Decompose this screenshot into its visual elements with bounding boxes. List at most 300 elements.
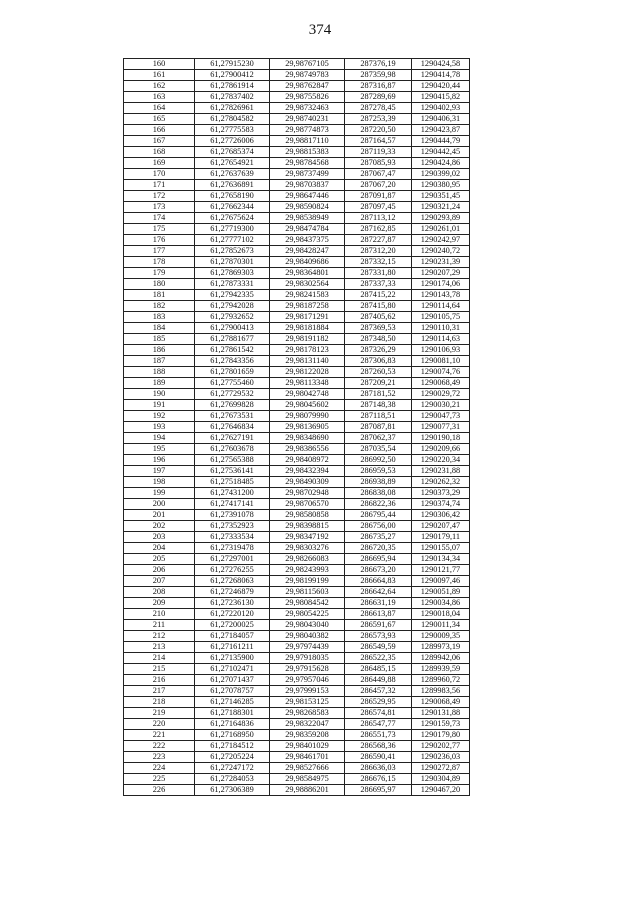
- latitude-cell: 61,27536141: [195, 466, 270, 477]
- y-coordinate-cell: 1290110,31: [412, 323, 470, 334]
- longitude-cell: 29,98115603: [270, 587, 345, 598]
- table-row: [124, 136, 470, 147]
- latitude-cell: 61,27071437: [195, 675, 270, 686]
- x-coordinate-cell: 287289,69: [345, 92, 412, 103]
- table-row: [124, 708, 470, 719]
- point-number-cell: 161: [124, 70, 195, 81]
- x-coordinate-cell: 287348,50: [345, 334, 412, 345]
- point-number-cell: 195: [124, 444, 195, 455]
- point-number-cell: 186: [124, 345, 195, 356]
- x-coordinate-cell: 286551,73: [345, 730, 412, 741]
- y-coordinate-cell: 1289942,06: [412, 653, 470, 664]
- point-number-cell: 196: [124, 455, 195, 466]
- table-row: [124, 499, 470, 510]
- latitude-cell: 61,27184512: [195, 741, 270, 752]
- latitude-cell: 61,27188301: [195, 708, 270, 719]
- latitude-cell: 61,27164836: [195, 719, 270, 730]
- latitude-cell: 61,27319478: [195, 543, 270, 554]
- latitude-cell: 61,27942028: [195, 301, 270, 312]
- y-coordinate-cell: 1290029,72: [412, 389, 470, 400]
- latitude-cell: 61,27297001: [195, 554, 270, 565]
- latitude-cell: 61,27146285: [195, 697, 270, 708]
- y-coordinate-cell: 1290106,93: [412, 345, 470, 356]
- x-coordinate-cell: 287332,15: [345, 257, 412, 268]
- longitude-cell: 29,97918035: [270, 653, 345, 664]
- longitude-cell: 29,98428247: [270, 246, 345, 257]
- table-row: [124, 400, 470, 411]
- y-coordinate-cell: 1290207,29: [412, 268, 470, 279]
- point-number-cell: 194: [124, 433, 195, 444]
- latitude-cell: 61,27306389: [195, 785, 270, 796]
- y-coordinate-cell: 1290081,10: [412, 356, 470, 367]
- y-coordinate-cell: 1290406,31: [412, 114, 470, 125]
- longitude-cell: 29,98181884: [270, 323, 345, 334]
- longitude-cell: 29,97999153: [270, 686, 345, 697]
- longitude-cell: 29,98538949: [270, 213, 345, 224]
- longitude-cell: 29,97957046: [270, 675, 345, 686]
- x-coordinate-cell: 286457,32: [345, 686, 412, 697]
- x-coordinate-cell: 287415,22: [345, 290, 412, 301]
- y-coordinate-cell: 1290018,04: [412, 609, 470, 620]
- point-number-cell: 180: [124, 279, 195, 290]
- latitude-cell: 61,27220120: [195, 609, 270, 620]
- table-row: [124, 180, 470, 191]
- table-row: [124, 169, 470, 180]
- y-coordinate-cell: 1290074,76: [412, 367, 470, 378]
- table-row: [124, 114, 470, 125]
- y-coordinate-cell: 1290009,35: [412, 631, 470, 642]
- x-coordinate-cell: 286992,50: [345, 455, 412, 466]
- y-coordinate-cell: 1290114,64: [412, 301, 470, 312]
- longitude-cell: 29,98703837: [270, 180, 345, 191]
- y-coordinate-cell: 1290034,86: [412, 598, 470, 609]
- longitude-cell: 29,98178123: [270, 345, 345, 356]
- longitude-cell: 29,98817110: [270, 136, 345, 147]
- point-number-cell: 198: [124, 477, 195, 488]
- point-number-cell: 215: [124, 664, 195, 675]
- x-coordinate-cell: 286642,64: [345, 587, 412, 598]
- table-row: [124, 697, 470, 708]
- point-number-cell: 199: [124, 488, 195, 499]
- longitude-cell: 29,98706570: [270, 499, 345, 510]
- x-coordinate-cell: 286631,19: [345, 598, 412, 609]
- point-number-cell: 203: [124, 532, 195, 543]
- table-row: [124, 433, 470, 444]
- longitude-cell: 29,98199199: [270, 576, 345, 587]
- table-row: [124, 521, 470, 532]
- x-coordinate-cell: 286522,35: [345, 653, 412, 664]
- latitude-cell: 61,27276255: [195, 565, 270, 576]
- table-row: [124, 488, 470, 499]
- point-number-cell: 210: [124, 609, 195, 620]
- latitude-cell: 61,27636891: [195, 180, 270, 191]
- x-coordinate-cell: 286613,87: [345, 609, 412, 620]
- x-coordinate-cell: 287369,53: [345, 323, 412, 334]
- y-coordinate-cell: 1290030,21: [412, 400, 470, 411]
- point-number-cell: 183: [124, 312, 195, 323]
- x-coordinate-cell: 287148,38: [345, 400, 412, 411]
- longitude-cell: 29,98302564: [270, 279, 345, 290]
- latitude-cell: 61,27826961: [195, 103, 270, 114]
- point-number-cell: 172: [124, 191, 195, 202]
- x-coordinate-cell: 287337,33: [345, 279, 412, 290]
- y-coordinate-cell: 1290077,31: [412, 422, 470, 433]
- y-coordinate-cell: 1290068,49: [412, 697, 470, 708]
- latitude-cell: 61,27184057: [195, 631, 270, 642]
- longitude-cell: 29,98303276: [270, 543, 345, 554]
- y-coordinate-cell: 1290179,80: [412, 730, 470, 741]
- y-coordinate-cell: 1290374,74: [412, 499, 470, 510]
- x-coordinate-cell: 286673,20: [345, 565, 412, 576]
- point-number-cell: 179: [124, 268, 195, 279]
- longitude-cell: 29,98364801: [270, 268, 345, 279]
- x-coordinate-cell: 286529,95: [345, 697, 412, 708]
- point-number-cell: 168: [124, 147, 195, 158]
- table-row: [124, 598, 470, 609]
- latitude-cell: 61,27200025: [195, 620, 270, 631]
- x-coordinate-cell: 287227,87: [345, 235, 412, 246]
- table-row: [124, 774, 470, 785]
- latitude-cell: 61,27646834: [195, 422, 270, 433]
- table-row: [124, 466, 470, 477]
- longitude-cell: 29,98732463: [270, 103, 345, 114]
- latitude-cell: 61,27900412: [195, 70, 270, 81]
- longitude-cell: 29,98784568: [270, 158, 345, 169]
- y-coordinate-cell: 1290231,39: [412, 257, 470, 268]
- y-coordinate-cell: 1290236,03: [412, 752, 470, 763]
- longitude-cell: 29,98054225: [270, 609, 345, 620]
- longitude-cell: 29,98187258: [270, 301, 345, 312]
- y-coordinate-cell: 1290467,20: [412, 785, 470, 796]
- latitude-cell: 61,27565388: [195, 455, 270, 466]
- point-number-cell: 184: [124, 323, 195, 334]
- y-coordinate-cell: 1290321,24: [412, 202, 470, 213]
- x-coordinate-cell: 287306,83: [345, 356, 412, 367]
- table-row: [124, 730, 470, 741]
- point-number-cell: 185: [124, 334, 195, 345]
- latitude-cell: 61,27662344: [195, 202, 270, 213]
- x-coordinate-cell: 287209,21: [345, 378, 412, 389]
- table-row: [124, 477, 470, 488]
- x-coordinate-cell: 286664,83: [345, 576, 412, 587]
- latitude-cell: 61,27699828: [195, 400, 270, 411]
- longitude-cell: 29,98461701: [270, 752, 345, 763]
- table-row: [124, 422, 470, 433]
- latitude-cell: 61,27654921: [195, 158, 270, 169]
- y-coordinate-cell: 1290179,11: [412, 532, 470, 543]
- latitude-cell: 61,27518485: [195, 477, 270, 488]
- x-coordinate-cell: 287097,45: [345, 202, 412, 213]
- longitude-cell: 29,98084542: [270, 598, 345, 609]
- point-number-cell: 189: [124, 378, 195, 389]
- x-coordinate-cell: 286568,36: [345, 741, 412, 752]
- table-row: [124, 543, 470, 554]
- longitude-cell: 29,98171291: [270, 312, 345, 323]
- x-coordinate-cell: 287067,20: [345, 180, 412, 191]
- point-number-cell: 162: [124, 81, 195, 92]
- latitude-cell: 61,27942335: [195, 290, 270, 301]
- point-number-cell: 192: [124, 411, 195, 422]
- latitude-cell: 61,27417141: [195, 499, 270, 510]
- point-number-cell: 182: [124, 301, 195, 312]
- x-coordinate-cell: 287119,33: [345, 147, 412, 158]
- point-number-cell: 165: [124, 114, 195, 125]
- x-coordinate-cell: 287113,12: [345, 213, 412, 224]
- point-number-cell: 206: [124, 565, 195, 576]
- table-row: [124, 664, 470, 675]
- table-row: [124, 576, 470, 587]
- latitude-cell: 61,27729532: [195, 389, 270, 400]
- x-coordinate-cell: 286549,59: [345, 642, 412, 653]
- longitude-cell: 29,98113348: [270, 378, 345, 389]
- longitude-cell: 29,98815383: [270, 147, 345, 158]
- latitude-cell: 61,27900413: [195, 323, 270, 334]
- latitude-cell: 61,27777102: [195, 235, 270, 246]
- longitude-cell: 29,98241583: [270, 290, 345, 301]
- y-coordinate-cell: 1290051,89: [412, 587, 470, 598]
- x-coordinate-cell: 286676,15: [345, 774, 412, 785]
- y-coordinate-cell: 1290399,02: [412, 169, 470, 180]
- x-coordinate-cell: 287278,45: [345, 103, 412, 114]
- x-coordinate-cell: 287162,85: [345, 224, 412, 235]
- latitude-cell: 61,27135900: [195, 653, 270, 664]
- table-row: [124, 81, 470, 92]
- y-coordinate-cell: 1290262,32: [412, 477, 470, 488]
- y-coordinate-cell: 1290143,78: [412, 290, 470, 301]
- table-row: [124, 719, 470, 730]
- longitude-cell: 29,98079990: [270, 411, 345, 422]
- longitude-cell: 29,98762847: [270, 81, 345, 92]
- x-coordinate-cell: 287067,47: [345, 169, 412, 180]
- table-row: [124, 455, 470, 466]
- latitude-cell: 61,27236130: [195, 598, 270, 609]
- table-row: [124, 785, 470, 796]
- x-coordinate-cell: 287087,81: [345, 422, 412, 433]
- point-number-cell: 213: [124, 642, 195, 653]
- y-coordinate-cell: 1290220,34: [412, 455, 470, 466]
- point-number-cell: 178: [124, 257, 195, 268]
- y-coordinate-cell: 1290402,93: [412, 103, 470, 114]
- longitude-cell: 29,98702948: [270, 488, 345, 499]
- coordinates-table: [123, 58, 470, 796]
- latitude-cell: 61,27391078: [195, 510, 270, 521]
- table-row: [124, 411, 470, 422]
- table-row: [124, 312, 470, 323]
- x-coordinate-cell: 286756,00: [345, 521, 412, 532]
- latitude-cell: 61,27247172: [195, 763, 270, 774]
- table-row: [124, 213, 470, 224]
- longitude-cell: 29,98153125: [270, 697, 345, 708]
- table-row: [124, 763, 470, 774]
- latitude-cell: 61,27675624: [195, 213, 270, 224]
- point-number-cell: 188: [124, 367, 195, 378]
- table-row: [124, 631, 470, 642]
- latitude-cell: 61,27685374: [195, 147, 270, 158]
- point-number-cell: 225: [124, 774, 195, 785]
- longitude-cell: 29,98409686: [270, 257, 345, 268]
- table-row: [124, 587, 470, 598]
- y-coordinate-cell: 1290373,29: [412, 488, 470, 499]
- y-coordinate-cell: 1290424,58: [412, 59, 470, 70]
- y-coordinate-cell: 1290174,06: [412, 279, 470, 290]
- x-coordinate-cell: 287316,87: [345, 81, 412, 92]
- longitude-cell: 29,98474784: [270, 224, 345, 235]
- longitude-cell: 29,98122028: [270, 367, 345, 378]
- x-coordinate-cell: 286573,93: [345, 631, 412, 642]
- point-number-cell: 166: [124, 125, 195, 136]
- x-coordinate-cell: 287035,54: [345, 444, 412, 455]
- latitude-cell: 61,27268063: [195, 576, 270, 587]
- x-coordinate-cell: 286695,97: [345, 785, 412, 796]
- longitude-cell: 29,98490309: [270, 477, 345, 488]
- longitude-cell: 29,98437375: [270, 235, 345, 246]
- point-number-cell: 190: [124, 389, 195, 400]
- y-coordinate-cell: 1290304,89: [412, 774, 470, 785]
- table-row: [124, 257, 470, 268]
- point-number-cell: 201: [124, 510, 195, 521]
- x-coordinate-cell: 287181,52: [345, 389, 412, 400]
- x-coordinate-cell: 286959,53: [345, 466, 412, 477]
- table-row: [124, 653, 470, 664]
- point-number-cell: 176: [124, 235, 195, 246]
- x-coordinate-cell: 287331,80: [345, 268, 412, 279]
- x-coordinate-cell: 287405,62: [345, 312, 412, 323]
- table-row: [124, 301, 470, 312]
- point-number-cell: 207: [124, 576, 195, 587]
- y-coordinate-cell: 1290414,78: [412, 70, 470, 81]
- latitude-cell: 61,27852673: [195, 246, 270, 257]
- x-coordinate-cell: 286720,35: [345, 543, 412, 554]
- table-row: [124, 323, 470, 334]
- latitude-cell: 61,27102471: [195, 664, 270, 675]
- table-row: [124, 389, 470, 400]
- longitude-cell: 29,98191182: [270, 334, 345, 345]
- latitude-cell: 61,27246879: [195, 587, 270, 598]
- x-coordinate-cell: 286547,77: [345, 719, 412, 730]
- latitude-cell: 61,27869303: [195, 268, 270, 279]
- y-coordinate-cell: 1290209,66: [412, 444, 470, 455]
- point-number-cell: 191: [124, 400, 195, 411]
- point-number-cell: 214: [124, 653, 195, 664]
- point-number-cell: 200: [124, 499, 195, 510]
- x-coordinate-cell: 286591,67: [345, 620, 412, 631]
- table-row: [124, 367, 470, 378]
- point-number-cell: 222: [124, 741, 195, 752]
- longitude-cell: 29,98590824: [270, 202, 345, 213]
- longitude-cell: 29,98755826: [270, 92, 345, 103]
- x-coordinate-cell: 286838,08: [345, 488, 412, 499]
- latitude-cell: 61,27161211: [195, 642, 270, 653]
- table-row: [124, 752, 470, 763]
- point-number-cell: 187: [124, 356, 195, 367]
- x-coordinate-cell: 286938,89: [345, 477, 412, 488]
- y-coordinate-cell: 1290155,07: [412, 543, 470, 554]
- coordinates-table-body: [124, 59, 470, 796]
- point-number-cell: 167: [124, 136, 195, 147]
- table-row: [124, 334, 470, 345]
- latitude-cell: 61,27837402: [195, 92, 270, 103]
- x-coordinate-cell: 286735,27: [345, 532, 412, 543]
- table-row: [124, 554, 470, 565]
- point-number-cell: 211: [124, 620, 195, 631]
- longitude-cell: 29,98136905: [270, 422, 345, 433]
- table-row: [124, 741, 470, 752]
- table-row: [124, 103, 470, 114]
- x-coordinate-cell: 286695,94: [345, 554, 412, 565]
- point-number-cell: 173: [124, 202, 195, 213]
- y-coordinate-cell: 1290444,79: [412, 136, 470, 147]
- point-number-cell: 216: [124, 675, 195, 686]
- y-coordinate-cell: 1290047,73: [412, 411, 470, 422]
- longitude-cell: 29,98737499: [270, 169, 345, 180]
- longitude-cell: 29,98580858: [270, 510, 345, 521]
- latitude-cell: 61,27168950: [195, 730, 270, 741]
- table-row: [124, 235, 470, 246]
- point-number-cell: 177: [124, 246, 195, 257]
- table-row: [124, 356, 470, 367]
- longitude-cell: 29,98040382: [270, 631, 345, 642]
- x-coordinate-cell: 287118,51: [345, 411, 412, 422]
- longitude-cell: 29,98043040: [270, 620, 345, 631]
- point-number-cell: 220: [124, 719, 195, 730]
- longitude-cell: 29,98767105: [270, 59, 345, 70]
- y-coordinate-cell: 1290424,86: [412, 158, 470, 169]
- y-coordinate-cell: 1290415,82: [412, 92, 470, 103]
- longitude-cell: 29,98348690: [270, 433, 345, 444]
- latitude-cell: 61,27932652: [195, 312, 270, 323]
- latitude-cell: 61,27284053: [195, 774, 270, 785]
- longitude-cell: 29,98045602: [270, 400, 345, 411]
- y-coordinate-cell: 1290068,49: [412, 378, 470, 389]
- latitude-cell: 61,27843356: [195, 356, 270, 367]
- y-coordinate-cell: 1289939,59: [412, 664, 470, 675]
- point-number-cell: 181: [124, 290, 195, 301]
- table-row: [124, 246, 470, 257]
- point-number-cell: 212: [124, 631, 195, 642]
- y-coordinate-cell: 1290011,34: [412, 620, 470, 631]
- page-number: 374: [308, 22, 332, 38]
- point-number-cell: 223: [124, 752, 195, 763]
- table-row: [124, 609, 470, 620]
- latitude-cell: 61,27658190: [195, 191, 270, 202]
- longitude-cell: 29,98408972: [270, 455, 345, 466]
- y-coordinate-cell: 1290105,75: [412, 312, 470, 323]
- table-row: [124, 158, 470, 169]
- y-coordinate-cell: 1289960,72: [412, 675, 470, 686]
- table-row: [124, 147, 470, 158]
- x-coordinate-cell: 287326,29: [345, 345, 412, 356]
- y-coordinate-cell: 1289983,56: [412, 686, 470, 697]
- table-row: [124, 268, 470, 279]
- latitude-cell: 61,27870301: [195, 257, 270, 268]
- table-row: [124, 510, 470, 521]
- longitude-cell: 29,98398815: [270, 521, 345, 532]
- longitude-cell: 29,98647446: [270, 191, 345, 202]
- x-coordinate-cell: 287415,80: [345, 301, 412, 312]
- y-coordinate-cell: 1290306,42: [412, 510, 470, 521]
- y-coordinate-cell: 1290240,72: [412, 246, 470, 257]
- longitude-cell: 29,98131140: [270, 356, 345, 367]
- latitude-cell: 61,27804582: [195, 114, 270, 125]
- y-coordinate-cell: 1290114,63: [412, 334, 470, 345]
- x-coordinate-cell: 287062,37: [345, 433, 412, 444]
- point-number-cell: 160: [124, 59, 195, 70]
- longitude-cell: 29,98740231: [270, 114, 345, 125]
- longitude-cell: 29,98432394: [270, 466, 345, 477]
- table-row: [124, 532, 470, 543]
- point-number-cell: 224: [124, 763, 195, 774]
- y-coordinate-cell: 1290231,88: [412, 466, 470, 477]
